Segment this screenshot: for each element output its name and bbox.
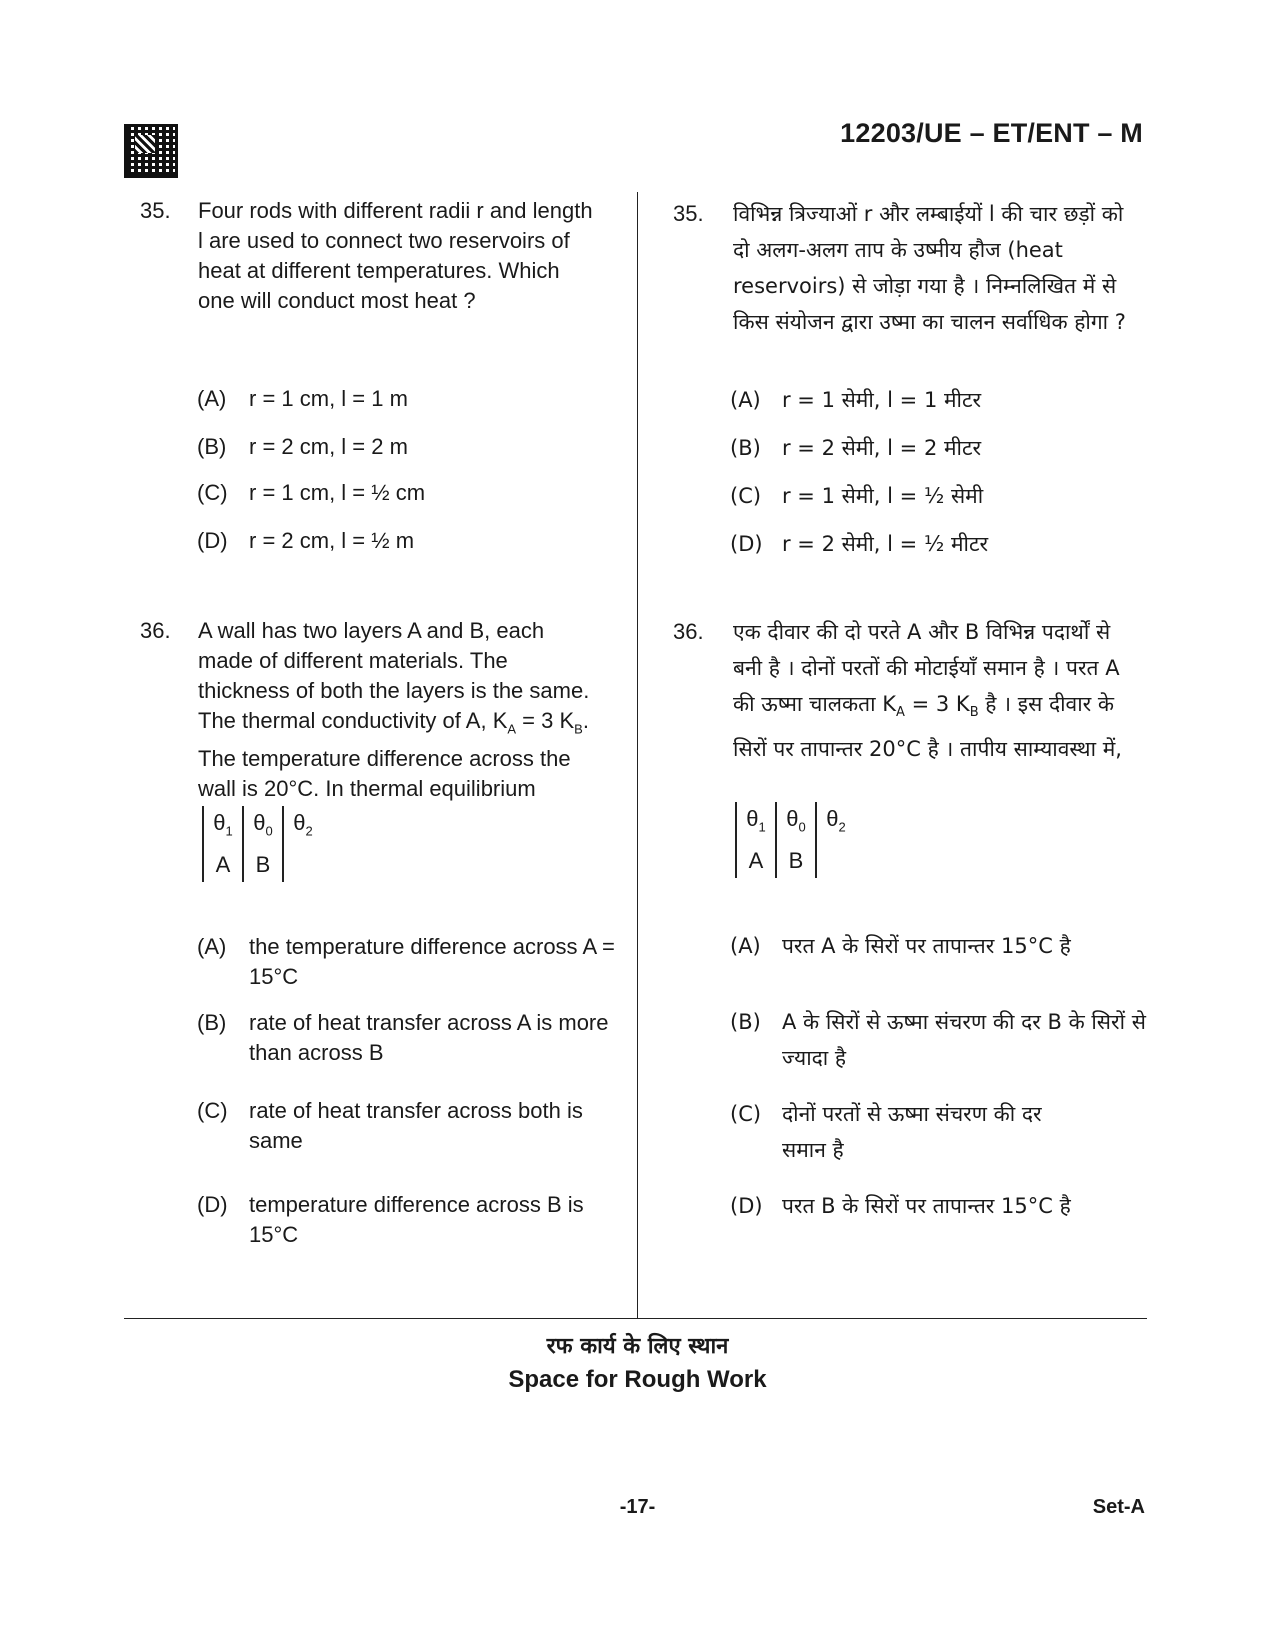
question-number: 36. (673, 619, 704, 644)
page-number: -17- (619, 1496, 656, 1518)
question-35-en (140, 196, 600, 316)
option-a: (A) the temperature difference across A = 15°C (197, 934, 615, 989)
option-a: (A) परत A के सिरों पर तापान्तर 15°C है (730, 934, 1071, 958)
option-d: (D) परत B के सिरों पर तापान्तर 15°C है (730, 1194, 1071, 1218)
option-c: (C) rate of heat transfer across both is same (197, 1098, 583, 1153)
option-b: (B) r = 2 सेमी, l = 2 मीटर (730, 436, 982, 460)
option-d: (D) r = 2 सेमी, l = ½ मीटर (730, 532, 989, 556)
wall-layers-diagram: $\theta_1$ A $\theta_0$ B $\theta_2$ (735, 802, 855, 878)
column-divider (637, 192, 638, 1318)
qr-code (124, 124, 178, 178)
option-d: (D) temperature difference across B is 15°C (197, 1192, 584, 1247)
rough-work-label-hindi: रफ कार्य के लिए स्थान (546, 1334, 729, 1359)
question-number: 35. (673, 201, 704, 226)
question-text: एक दीवार की दो परते A और B विभिन्न पदार्थों से बनी है । दोनों परतों की मोटाईयाँ समान है । परत A की ऊष्मा चालकता $K_A = 3$ $K_B$ है । इस दीवार के सिरों पर तापान्तर 20°C है । तापीय साम्यावस्था में, (733, 620, 1122, 762)
question-number: 35. (140, 198, 171, 223)
option-a: (A) r = 1 cm, l = 1 m (197, 386, 408, 411)
question-number: 36. (140, 618, 171, 643)
question-text: विभिन्न त्रिज्याओं r और लम्बाईयों l की चार छड़ों को दो अलग-अलग ताप के उष्मीय हौज (heat reservoirs) से जोड़ा गया है । निम्नलिखित में से किस संयोजन द्वारा उष्मा का चालन सर्वाधिक होगा ? (733, 202, 1126, 334)
question-text: Four rods with different radii r and length l are used to connect two reservoirs of heat at different temperatures. Which one will conduct most heat ? (198, 198, 593, 313)
question-36-hi (673, 614, 1143, 767)
option-c: (C) दोनों परतों से ऊष्मा संचरण की दर समान है (730, 1102, 1042, 1162)
wall-layers-diagram: $\theta_1$ A $\theta_0$ B $\theta_2$ (202, 806, 322, 882)
option-b: (B) r = 2 cm, l = 2 m (197, 434, 408, 459)
option-c: (C) r = 1 cm, l = ½ cm (197, 480, 426, 505)
question-35-hi (673, 196, 1143, 340)
paper-code: 12203/UE – ET/ENT – M (840, 118, 1143, 148)
set-label: Set-A (1092, 1496, 1145, 1518)
rough-work-label: Space for Rough Work (508, 1366, 767, 1393)
option-b: (B) A के सिरों से ऊष्मा संचरण की दर B के सिरों से ज्यादा है (730, 1010, 1146, 1070)
footer-divider (124, 1318, 1147, 1319)
question-36-en (140, 616, 600, 804)
option-b: (B) rate of heat transfer across A is more than across B (197, 1010, 609, 1065)
question-text: A wall has two layers A and B, each made of different materials. The thickness of both the layers is the same. The thermal conductivity of A, $K_A = 3$ $K_B$. The temperature difference across the wall is 20°C. In thermal equilibrium (198, 618, 590, 802)
option-c: (C) r = 1 सेमी, l = ½ सेमी (730, 484, 984, 508)
option-d: (D) r = 2 cm, l = ½ m (197, 528, 415, 553)
option-a: (A) r = 1 सेमी, l = 1 मीटर (730, 388, 982, 412)
